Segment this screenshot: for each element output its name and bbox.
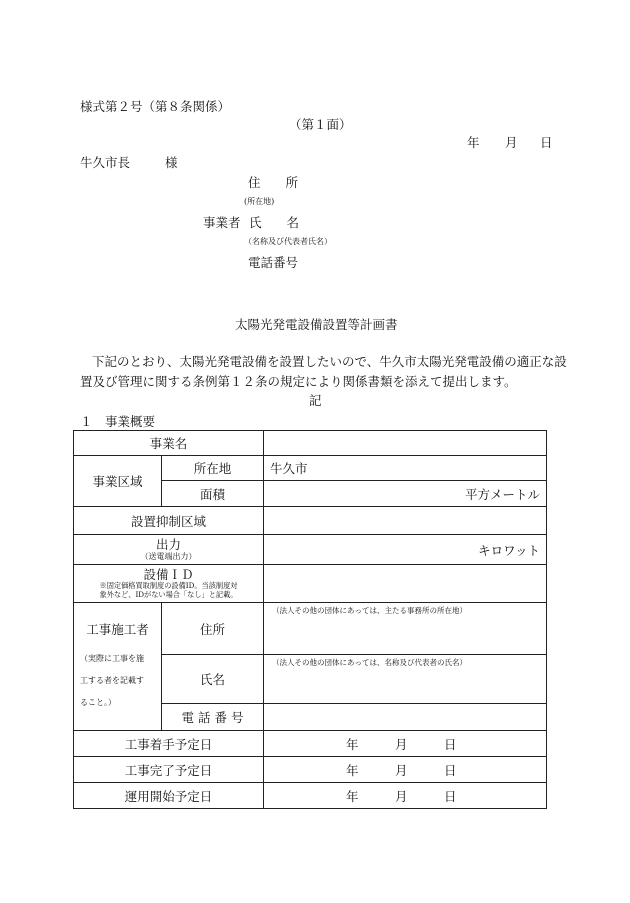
location-value[interactable]: 牛久市 [264,456,547,481]
completion-date-label: 工事完了予定日 [74,757,264,783]
contractor-note-1: （実際に工事を施 [80,653,144,663]
contractor-name-note: （法人その他の団体にあっては、名称及び代表者の氏名） [272,658,467,667]
restricted-zone-field[interactable] [264,507,547,535]
date-day: 日 [540,135,553,150]
phone-label: 電話番号 [248,255,299,270]
start-day: 日 [444,737,457,752]
equipment-id-label-cell [74,565,264,603]
restricted-zone-label: 設置抑制区域 [74,507,264,535]
contractor-name-field[interactable] [264,655,547,704]
contractor-phone-field[interactable] [264,704,547,731]
operator-label: 事業者 [203,215,241,230]
contractor-note-2: 工する者を記載す [80,675,144,685]
row-project-name [74,431,547,456]
address-note: (所在地) [244,197,275,206]
name-note: （名称及び代表者氏名） [244,237,332,246]
contractor-note-3: ること。） [80,697,116,707]
contractor-address-note: （法人その他の団体にあっては、主たる事務所の所在地） [272,606,467,615]
date-month: 月 [505,135,518,150]
form-number: 様式第２号（第８条関係） [80,99,231,114]
contractor-phone-label: 電 話 番 号 [162,704,264,731]
start-month: 月 [395,737,408,752]
name-label: 氏 名 [249,215,300,230]
address-label: 住 所 [248,175,299,190]
body-line-1: 下記のとおり、太陽光発電設備を設置したいので、牛久市太陽光発電設備の適正な設 [92,354,567,369]
contractor-label-cell [74,603,162,731]
row-output [74,535,547,565]
completion-year: 年 [346,763,359,778]
row-completion-date [74,757,547,783]
operation-day: 日 [444,789,457,804]
row-location [74,456,547,481]
start-date-label: 工事着手予定日 [74,731,264,757]
completion-month: 月 [395,763,408,778]
operation-date-field[interactable] [264,783,547,809]
contractor-address-field[interactable] [264,603,547,655]
operation-month: 月 [395,789,408,804]
location-label: 所在地 [162,456,264,481]
row-contractor-address [74,603,547,655]
project-name-field[interactable] [264,431,547,456]
completion-day: 日 [444,763,457,778]
project-area-label: 事業区域 [74,456,162,507]
project-overview-table [73,430,547,809]
date-year: 年 [467,135,480,150]
body-line-2: 置及び管理に関する条例第１２条の規定により関係書類を添えて提出します。 [80,374,517,389]
equipment-note-1: ※固定価格買取制度の設備ID。当該制度対 [99,581,238,591]
ki-label: 記 [309,393,322,408]
contractor-name-label: 氏名 [162,655,264,704]
contractor-label: 工事施工者 [86,621,149,637]
addressee: 牛久市長 [80,155,131,170]
row-operation-date [74,783,547,809]
section-heading: １ 事業概要 [80,414,156,429]
project-name-label: 事業名 [74,431,264,456]
row-equipment-id [74,565,547,603]
equipment-id-label: 設備ＩＤ [143,567,194,583]
output-label: 出力 [156,536,182,552]
row-start-date [74,731,547,757]
area-field[interactable]: 平方メートル [264,481,547,507]
output-note: （送電端出力） [140,552,197,562]
honorific: 様 [165,155,178,170]
start-year: 年 [346,737,359,752]
row-restricted-zone [74,507,547,535]
operation-year: 年 [346,789,359,804]
equipment-id-field[interactable] [264,565,547,603]
document-title: 太陽光発電設備設置等計画書 [235,317,398,332]
output-field[interactable]: キロワット [264,535,547,565]
start-date-field[interactable] [264,731,547,757]
equipment-note-2: 象外など、IDがない場合「なし」と記載。 [99,589,238,599]
contractor-address-label: 住所 [162,603,264,655]
completion-date-field[interactable] [264,757,547,783]
output-label-cell [74,535,264,565]
page-label: （第１面） [289,117,352,132]
operation-date-label: 運用開始予定日 [74,783,264,809]
area-label: 面積 [162,481,264,507]
